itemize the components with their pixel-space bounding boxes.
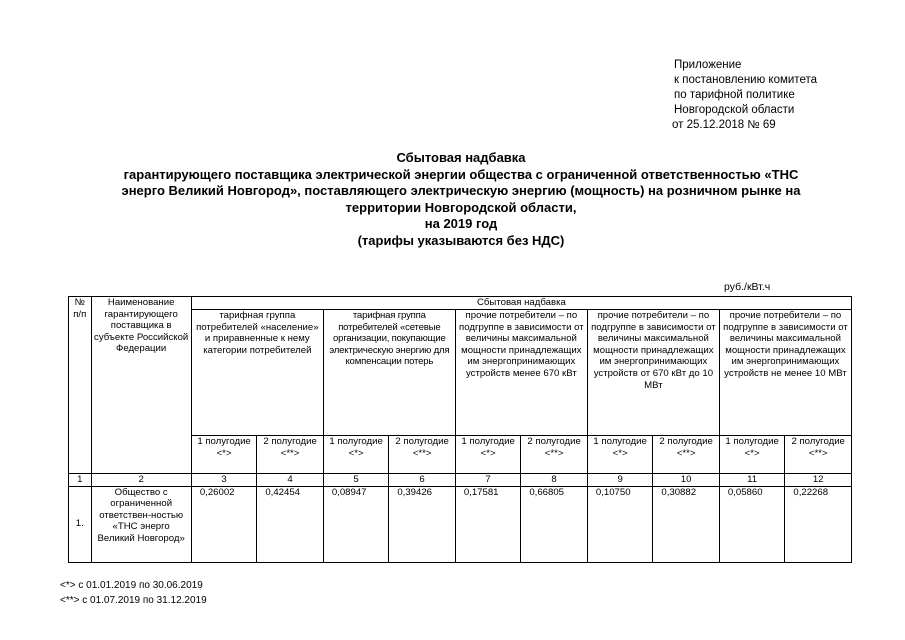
- half-year-header: 1 полугодие <*>: [455, 436, 521, 474]
- tariff-value: 0,10750: [587, 486, 653, 562]
- group-header-over-10mw: прочие потребители – по подгруппе в зависимости от величины максимальной мощности принадлежащих им энергопринимающих устройств не менее 10 МВт: [719, 310, 851, 436]
- half-year-header: 2 полугодие <**>: [389, 436, 456, 474]
- tariff-value: 0,05860: [719, 486, 785, 562]
- document-title: [40, 150, 882, 249]
- column-number: 4: [257, 474, 324, 487]
- column-number: 7: [455, 474, 521, 487]
- half-year-header: 1 полугодие <*>: [191, 436, 257, 474]
- title-line: гарантирующего поставщика электрической энергии общества с ограниченной ответственностью «ТНС: [123, 166, 799, 182]
- column-number: 3: [191, 474, 257, 487]
- column-number: 9: [587, 474, 653, 487]
- title-line: территории Новгородской области,: [345, 199, 577, 215]
- group-header-network-organizations: тарифная группа потребителей «сетевые организации, покупающие электрическую энергию для компенсации потерь: [323, 310, 455, 436]
- appendix-line: от 25.12.2018 № 69: [672, 119, 776, 131]
- appendix-block: [674, 58, 817, 133]
- header-number: № п/п: [69, 297, 92, 474]
- units-label: руб./кВт.ч: [724, 281, 771, 293]
- row-number: 1.: [69, 486, 92, 562]
- group-header-670kw-to-10mw: прочие потребители – по подгруппе в зависимости от величины максимальной мощности принадлежащих им энергопринимающих устройств от 670 кВт до 10 МВт: [587, 310, 719, 436]
- table-row: [69, 486, 852, 562]
- appendix-line: Новгородской области: [674, 104, 795, 116]
- title-line: Сбытовая надбавка: [396, 150, 526, 165]
- tariff-value: 0,30882: [653, 486, 720, 562]
- tariff-value: 0,26002: [191, 486, 257, 562]
- tariff-value: 0,22268: [785, 486, 852, 562]
- appendix-line: к постановлению комитета: [674, 74, 817, 86]
- appendix-line: по тарифной политике: [674, 89, 795, 101]
- column-number: 5: [323, 474, 389, 487]
- group-header-below-670kw: прочие потребители – по подгруппе в зависимости от величины максимальной мощности принадлежащих им энергопринимающих устройств менее 670 кВт: [455, 310, 587, 436]
- tariff-value: 0,39426: [389, 486, 456, 562]
- column-number: 1: [69, 474, 92, 487]
- title-line: энерго Великий Новгород», поставляющего электрическую энергию (мощность) на розничном рынке на: [121, 183, 801, 198]
- header-sales-markup: Сбытовая надбавка: [191, 297, 851, 310]
- supplier-name: Общество с ограниченной ответствен-ностью «ТНС энерго Великий Новгород»: [91, 486, 191, 562]
- tariff-table: [68, 296, 852, 563]
- half-year-header: 1 полугодие <*>: [323, 436, 389, 474]
- column-number: 2: [91, 474, 191, 487]
- half-year-header: 1 полугодие <*>: [719, 436, 785, 474]
- tariff-value: 0,08947: [323, 486, 389, 562]
- column-number: 8: [521, 474, 588, 487]
- header-supplier-name: Наименование гарантирующего поставщика в субъекте Российской Федерации: [91, 297, 191, 474]
- tariff-value: 0,66805: [521, 486, 588, 562]
- tariff-value: 0,42454: [257, 486, 324, 562]
- column-number: 11: [719, 474, 785, 487]
- half-year-header: 2 полугодие <**>: [521, 436, 588, 474]
- half-year-header: 2 полугодие <**>: [785, 436, 852, 474]
- group-header-population: тарифная группа потребителей «население» и приравненные к нему категории потребителей: [191, 310, 323, 436]
- column-number: 6: [389, 474, 456, 487]
- footnote-second-half: <**> с 01.07.2019 по 31.12.2019: [60, 595, 207, 606]
- footnote-first-half: <*> с 01.01.2019 по 30.06.2019: [60, 580, 203, 591]
- half-year-header: 2 полугодие <**>: [257, 436, 324, 474]
- title-line: (тарифы указываются без НДС): [357, 232, 565, 248]
- half-year-header: 2 полугодие <**>: [653, 436, 720, 474]
- column-number: 12: [785, 474, 852, 487]
- title-line: на 2019 год: [424, 216, 498, 231]
- column-number: 10: [653, 474, 720, 487]
- half-year-header: 1 полугодие <*>: [587, 436, 653, 474]
- footnotes: [60, 578, 207, 608]
- appendix-line: Приложение: [674, 59, 742, 71]
- tariff-value: 0,17581: [455, 486, 521, 562]
